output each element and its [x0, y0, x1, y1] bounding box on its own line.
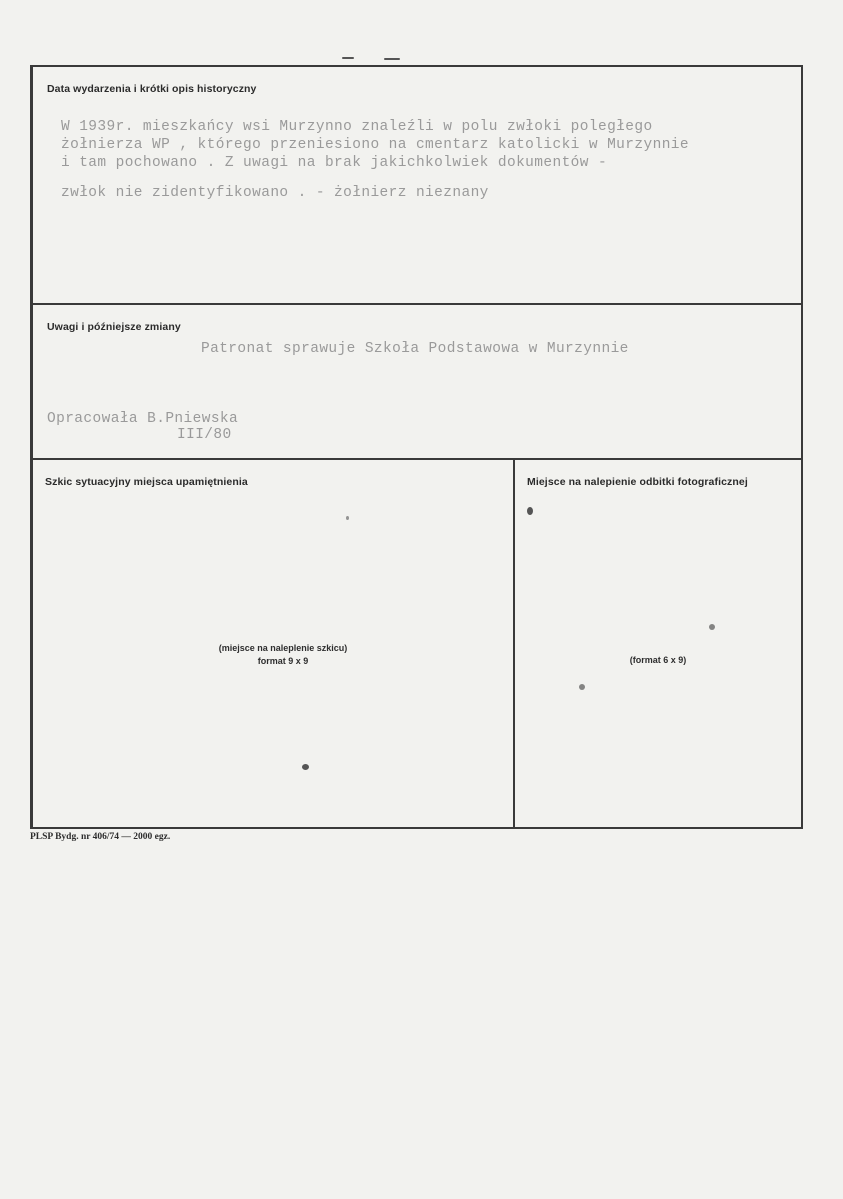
scan-speck	[346, 516, 349, 520]
history-label: Data wydarzenia i krótki opis historyczny	[47, 83, 257, 95]
scan-speck	[709, 624, 715, 630]
history-line-3: i tam pochowano . Z uwagi na brak jakichkolwiek dokumentów -	[61, 155, 608, 171]
prepared-by-text: Opracowała B.Pniewska	[47, 411, 239, 427]
sketch-placeholder-line-1: (miejsce na naleplenie szkicu)	[218, 643, 348, 653]
photo-placeholder: (format 6 x 9)	[629, 655, 687, 665]
history-line-1: W 1939r. mieszkańcy wsi Murzynno znaleźli w polu zwłoki poległego	[61, 119, 653, 135]
sketch-placeholder	[173, 642, 393, 668]
prepared-date-text: III/80	[177, 427, 232, 443]
photo-label: Miejsce na nalepienie odbitki fotograficznej	[527, 476, 748, 488]
sketch-cell	[33, 460, 515, 827]
print-info: PLSP Bydg. nr 406/74 — 2000 egz.	[30, 832, 171, 842]
history-line-4: zwłok nie zidentyfikowano . - żołnierz nieznany	[61, 185, 489, 201]
sketch-placeholder-line-2: format 9 x 9	[257, 656, 309, 666]
sketch-label: Szkic sytuacyjny miejsca upamiętnienia	[45, 476, 248, 488]
remarks-section	[33, 305, 801, 460]
scan-speck	[302, 764, 309, 770]
patronage-text: Patronat sprawuje Szkoła Podstawowa w Murzynnie	[201, 341, 629, 357]
history-section	[33, 67, 801, 305]
scan-speck	[579, 684, 585, 690]
scan-speck	[342, 57, 354, 59]
scan-speck	[527, 507, 533, 515]
photo-cell	[513, 460, 801, 827]
scan-speck	[384, 58, 400, 60]
remarks-label: Uwagi i późniejsze zmiany	[47, 321, 181, 333]
bottom-section	[33, 460, 801, 827]
form-frame	[30, 65, 803, 829]
history-line-2: żołnierza WP , którego przeniesiono na cmentarz katolicki w Murzynnie	[61, 137, 689, 153]
